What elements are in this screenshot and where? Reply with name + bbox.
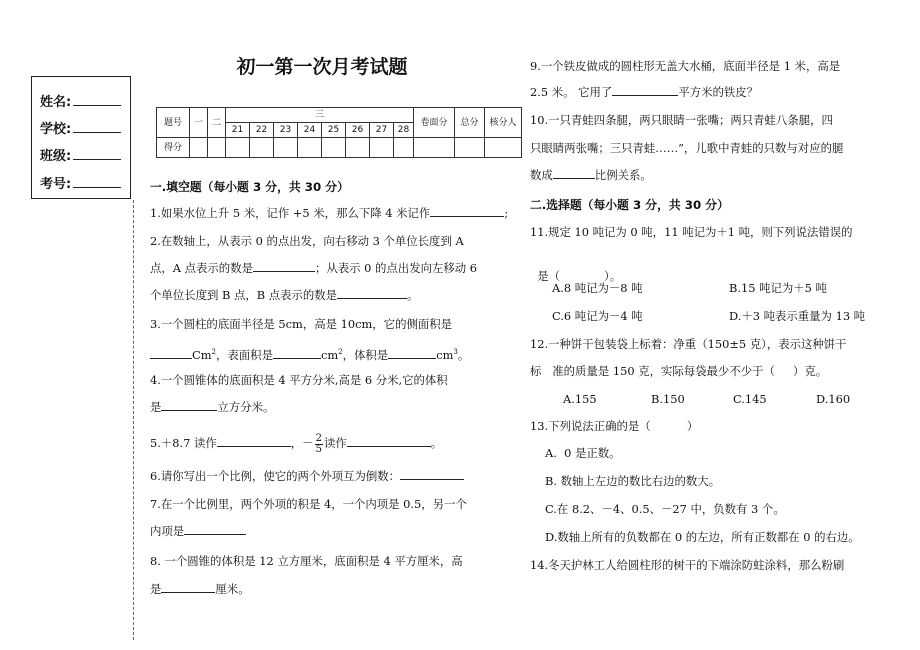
- school-label: 学校:: [40, 122, 72, 137]
- question-8-line2: [150, 581, 250, 597]
- score-header-cell: 题号: [157, 108, 190, 138]
- q3-unit3: cm: [436, 347, 454, 362]
- name-blank[interactable]: [73, 95, 121, 106]
- q6-text: 6.请你写出一个比例，使它的两个外项互为倒数：: [150, 469, 401, 483]
- class-row: [40, 145, 121, 164]
- name-label: 姓名:: [40, 95, 72, 110]
- question-number-cell: 28: [394, 123, 414, 138]
- q2-text-b: ；从表示 0 的点出发向左移动 6: [314, 261, 478, 275]
- q1-text: 1.如果水位上升 5 米，记作 +5 米，那么下降 4 米记作: [150, 206, 431, 220]
- q3-sup2: 2: [338, 348, 343, 356]
- question-2-line1: 2.在数轴上，从表示 0 的点出发，向右移动 3 个单位长度到 A: [150, 234, 464, 248]
- q8-blank[interactable]: [161, 582, 215, 593]
- q11-option-b[interactable]: B.15 吨记为＋5 吨: [729, 281, 827, 295]
- score-cell[interactable]: [414, 138, 455, 158]
- score-header-cell: 二: [208, 108, 226, 138]
- question-10-line1: 10.一只青蛙四条腿，两只眼睛一张嘴；两只青蛙八条腿，四: [530, 113, 833, 127]
- question-12-line2: 标 准的质量是 150 克，实际每袋最少不少于（ ）克。: [530, 364, 828, 378]
- q2-blank-a[interactable]: [253, 261, 315, 272]
- student-info-box: [31, 76, 131, 199]
- question-2-line3: [150, 287, 418, 303]
- q12-option-c[interactable]: C.145: [733, 392, 767, 406]
- question-4-line2: [150, 399, 274, 415]
- q7-text: 内项是: [150, 524, 185, 538]
- q1-end: ;: [504, 206, 509, 220]
- question-11-line1: 11.规定 10 吨记为 0 吨，11 吨记为＋1 吨，则下列说法错误的: [530, 225, 853, 239]
- q3-unit1: Cm: [192, 347, 212, 362]
- q8-text-b: 厘米。: [215, 582, 250, 596]
- q7-blank[interactable]: [184, 524, 246, 535]
- q13-option-a[interactable]: A. 0 是正数。: [545, 446, 621, 460]
- q9-text-b: 平方米的铁皮？: [678, 85, 759, 99]
- question-8-line1: 8. 一个圆锥的体积是 12 立方厘米，底面积是 4 平方厘米，高: [150, 554, 463, 568]
- q5-blank-b[interactable]: [347, 436, 431, 447]
- class-label: 班级:: [40, 149, 72, 164]
- section2-header: 二.选择题（每小题 3 分，共 30 分）: [530, 198, 729, 212]
- score-cell[interactable]: [455, 138, 485, 158]
- q5-text-d: 。: [430, 436, 443, 450]
- q10-text-a: 数成: [530, 168, 553, 182]
- q2-text-c: 个单位长度到 B 点，B 点表示的数是: [150, 288, 338, 302]
- question-9-line2: [530, 84, 758, 100]
- q9-blank[interactable]: [612, 85, 678, 96]
- q3-blank-surface[interactable]: [273, 348, 321, 359]
- q9-text-a: 2.5 米。 它用了: [530, 85, 613, 99]
- q12-option-d[interactable]: D.160: [816, 392, 851, 406]
- q11-option-a[interactable]: A.8 吨记为－8 吨: [552, 281, 643, 295]
- q3-text1: ，表面积是: [216, 347, 273, 362]
- q4-text-a: 是: [150, 400, 162, 414]
- question-number-cell: 21: [226, 123, 250, 138]
- question-1: [150, 205, 508, 221]
- school-row: [40, 118, 121, 137]
- q2-text-a: 点，A 点表示的数是: [150, 261, 253, 275]
- q3-blank-volume[interactable]: [388, 348, 436, 359]
- exam-no-label: 考号:: [40, 177, 72, 192]
- question-6: [150, 468, 464, 484]
- score-cell[interactable]: [208, 138, 226, 158]
- q3-blank-side[interactable]: [150, 348, 192, 359]
- q2-blank-b[interactable]: [337, 288, 407, 299]
- q11-option-d[interactable]: D.＋3 吨表示重量为 13 吨: [729, 309, 866, 323]
- question-number-cell: 22: [250, 123, 274, 138]
- q3-sup3: 3: [453, 348, 458, 356]
- q5-text-b: ，－: [290, 436, 314, 450]
- school-blank[interactable]: [73, 122, 121, 133]
- question-7-line1: 7.在一个比例里，两个外项的积是 4，一个内项是 0.5，另一个: [150, 497, 467, 511]
- q5-text-c: 读作: [323, 436, 347, 450]
- q3-unit2: cm: [320, 347, 339, 362]
- q5-numerator: 2: [315, 432, 322, 444]
- question-3-line2: [150, 344, 469, 363]
- q11-option-c[interactable]: C.6 吨记为－4 吨: [552, 309, 643, 323]
- question-number-cell: 24: [298, 123, 322, 138]
- q10-text-b: 比例关系。: [594, 168, 652, 182]
- score-cell[interactable]: [274, 138, 298, 158]
- q11-text-b: ）。: [604, 269, 622, 283]
- score-cell[interactable]: [394, 138, 414, 158]
- question-14-line1: 14.冬天护林工人给圆柱形的树干的下端涂防蛀涂料，那么粉刷: [530, 558, 845, 572]
- q3-sup1: 2: [211, 348, 216, 356]
- question-12-line1: 12.一种饼干包装袋上标着：净重（150±5 克），表示这种饼干: [530, 337, 847, 351]
- question-2-line2: [150, 260, 477, 276]
- question-7-line2: [150, 523, 246, 539]
- q3-text3: 。: [457, 347, 470, 362]
- score-cell[interactable]: [485, 138, 522, 158]
- question-number-cell: 27: [370, 123, 394, 138]
- q4-blank[interactable]: [161, 400, 217, 411]
- question-4-line1: 4.一个圆锥体的底面积是 4 平方分米,高是 6 分米,它的体积: [150, 373, 448, 387]
- name-row: [40, 91, 121, 110]
- q5-text-a: 5.＋8.7 读作: [150, 436, 217, 450]
- score-cell[interactable]: [190, 138, 208, 158]
- exam-no-blank[interactable]: [73, 177, 121, 188]
- question-10-line3: [530, 167, 652, 183]
- question-number-cell: 26: [346, 123, 370, 138]
- score-cell[interactable]: [346, 138, 370, 158]
- q12-option-b[interactable]: B.150: [651, 392, 685, 406]
- question-3-line1: 3.一个圆柱的底面半径是 5cm，高是 10cm，它的侧面积是: [150, 317, 453, 331]
- question-number-cell: 23: [274, 123, 298, 138]
- question-5: [150, 430, 442, 456]
- q6-blank[interactable]: [400, 469, 464, 480]
- class-blank[interactable]: [73, 149, 121, 160]
- q8-text-a: 是: [150, 582, 162, 596]
- score-cell[interactable]: [322, 138, 346, 158]
- score-header-cell: 核分人: [485, 108, 522, 138]
- page-title: 初一第一次月考试题: [236, 56, 408, 78]
- score-header-cell: 总分: [455, 108, 485, 138]
- q4-text-b: 立方分米。: [217, 400, 275, 414]
- q5-blank-a[interactable]: [217, 436, 291, 447]
- exam-no-row: [40, 173, 121, 192]
- score-cell[interactable]: [250, 138, 274, 158]
- q13-option-b[interactable]: B. 数轴上左边的数比右边的数大。: [545, 474, 721, 488]
- q13-option-c[interactable]: C.在 8.2、－4、0.5、－27 中，负数有 3 个。: [545, 502, 785, 516]
- score-table: [156, 107, 522, 158]
- q13-option-d[interactable]: D.数轴上所有的负数都在 0 的左边，所有正数都在 0 的右边。: [545, 530, 860, 544]
- question-9-line1: 9.一个铁皮做成的圆柱形无盖大水桶，底面半径是 1 米，高是: [530, 59, 841, 73]
- q1-blank[interactable]: [430, 206, 504, 217]
- q12-option-a[interactable]: A.155: [563, 392, 597, 406]
- q11-text-a: 是（: [537, 269, 561, 283]
- q3-text2: ，体积是: [342, 347, 389, 362]
- q2-text-d: 。: [407, 288, 419, 302]
- score-cell[interactable]: [226, 138, 250, 158]
- question-10-line2: 只眼睛两张嘴；三只青蛙……”，儿歌中青蛙的只数与对应的腿: [530, 141, 844, 155]
- question-13-line1: 13.下列说法正确的是（ ）: [530, 419, 699, 433]
- question-number-cell: 25: [322, 123, 346, 138]
- binding-line: [133, 200, 134, 640]
- score-header-cell: 一: [190, 108, 208, 138]
- section1-header: 一.填空题（每小题 3 分，共 30 分）: [150, 180, 349, 194]
- q5-denominator: 5: [315, 443, 322, 455]
- score-header-cell: 三: [226, 108, 414, 123]
- score-cell[interactable]: [370, 138, 394, 158]
- score-cell[interactable]: [298, 138, 322, 158]
- q10-blank[interactable]: [553, 168, 595, 179]
- score-row-label: 得分: [157, 138, 190, 158]
- q5-fraction: [315, 434, 323, 455]
- score-header-cell: 卷面分: [414, 108, 455, 138]
